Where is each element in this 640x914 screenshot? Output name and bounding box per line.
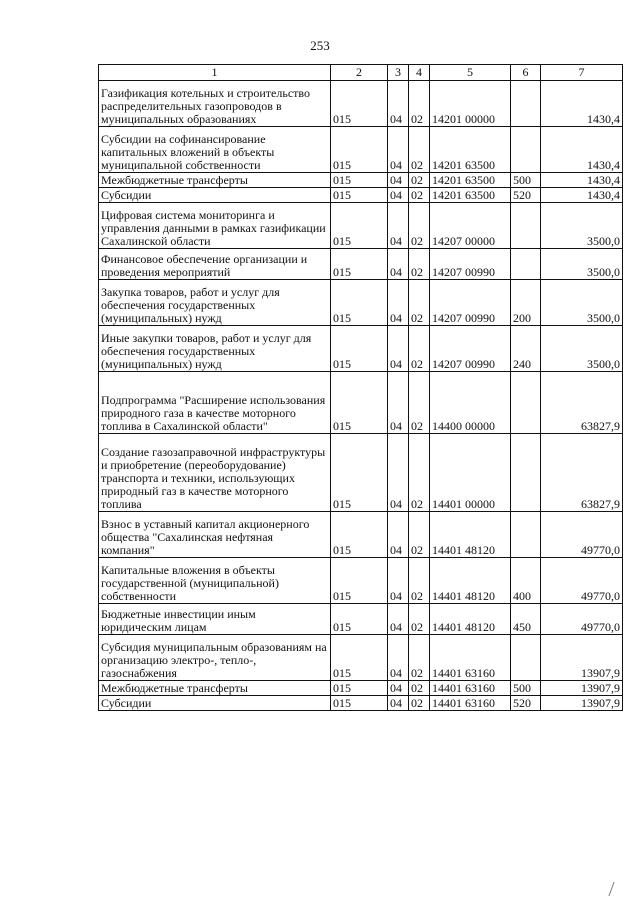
- ved-code: 015: [331, 434, 388, 512]
- expense-type-code: 450: [511, 604, 541, 635]
- target-article-code: 14401 48120: [430, 558, 511, 604]
- target-article-code: 14207 00990: [430, 280, 511, 326]
- target-article-code: 14201 63500: [430, 173, 511, 188]
- table-row: [99, 558, 623, 604]
- expense-type-code: 520: [511, 188, 541, 203]
- amount: 1430,4: [541, 127, 623, 173]
- table-row: [99, 434, 623, 512]
- row-name: Создание газозаправочной инфраструктуры и приобретение (переоборудование) транспорта и техники, использующих природный газ в качестве моторного топлива: [99, 434, 331, 512]
- ved-code: 015: [331, 188, 388, 203]
- amount: 3500,0: [541, 249, 623, 280]
- section-code: 04: [388, 280, 409, 326]
- subsection-code: 02: [409, 280, 430, 326]
- column-header: 5: [430, 65, 511, 81]
- row-name: Взнос в уставный капитал акционерного общества "Сахалинская нефтяная компания": [99, 512, 331, 558]
- target-article-code: 14401 63160: [430, 696, 511, 711]
- amount: 63827,9: [541, 434, 623, 512]
- target-article-code: 14401 48120: [430, 604, 511, 635]
- amount: 3500,0: [541, 203, 623, 249]
- expense-type-code: [511, 512, 541, 558]
- target-article-code: 14201 63500: [430, 188, 511, 203]
- expense-type-code: 400: [511, 558, 541, 604]
- expense-type-code: 500: [511, 681, 541, 696]
- table-row: [99, 512, 623, 558]
- row-name: Субсидия муниципальным образованиям на организацию электро-, тепло-, газоснабжения: [99, 635, 331, 681]
- column-header: 6: [511, 65, 541, 81]
- ved-code: 015: [331, 512, 388, 558]
- section-code: 04: [388, 681, 409, 696]
- section-code: 04: [388, 188, 409, 203]
- section-code: 04: [388, 635, 409, 681]
- section-code: 04: [388, 326, 409, 372]
- target-article-code: 14207 00990: [430, 326, 511, 372]
- target-article-code: 14400 00000: [430, 372, 511, 434]
- section-code: 04: [388, 127, 409, 173]
- target-article-code: 14401 63160: [430, 681, 511, 696]
- subsection-code: 02: [409, 681, 430, 696]
- subsection-code: 02: [409, 558, 430, 604]
- amount: 49770,0: [541, 512, 623, 558]
- table-row: [99, 681, 623, 696]
- expense-type-code: 240: [511, 326, 541, 372]
- amount: 3500,0: [541, 280, 623, 326]
- section-code: 04: [388, 81, 409, 127]
- row-name: Межбюджетные трансферты: [99, 681, 331, 696]
- target-article-code: 14207 00990: [430, 249, 511, 280]
- table-row: [99, 127, 623, 173]
- target-article-code: 14401 00000: [430, 434, 511, 512]
- column-header: 4: [409, 65, 430, 81]
- table-row: [99, 326, 623, 372]
- target-article-code: 14201 00000: [430, 81, 511, 127]
- amount: 13907,9: [541, 681, 623, 696]
- table-row: [99, 173, 623, 188]
- amount: 63827,9: [541, 372, 623, 434]
- subsection-code: 02: [409, 81, 430, 127]
- amount: 3500,0: [541, 326, 623, 372]
- section-code: 04: [388, 512, 409, 558]
- ved-code: 015: [331, 173, 388, 188]
- row-name: Субсидии: [99, 188, 331, 203]
- row-name: Финансовое обеспечение организации и проведения мероприятий: [99, 249, 331, 280]
- column-header: 2: [331, 65, 388, 81]
- target-article-code: 14201 63500: [430, 127, 511, 173]
- row-name: Субсидии: [99, 696, 331, 711]
- expense-type-code: [511, 372, 541, 434]
- ved-code: 015: [331, 280, 388, 326]
- subsection-code: 02: [409, 188, 430, 203]
- amount: 49770,0: [541, 604, 623, 635]
- ved-code: 015: [331, 249, 388, 280]
- ved-code: 015: [331, 127, 388, 173]
- row-name: Капитальные вложения в объекты государственной (муниципальной) собственности: [99, 558, 331, 604]
- ved-code: 015: [331, 604, 388, 635]
- table-row: [99, 81, 623, 127]
- table-row: [99, 203, 623, 249]
- page-number: 253: [310, 38, 330, 53]
- subsection-code: 02: [409, 512, 430, 558]
- column-header: 1: [99, 65, 331, 81]
- subsection-code: 02: [409, 635, 430, 681]
- subsection-code: 02: [409, 696, 430, 711]
- expense-type-code: [511, 635, 541, 681]
- subsection-code: 02: [409, 326, 430, 372]
- subsection-code: 02: [409, 127, 430, 173]
- expense-type-code: 500: [511, 173, 541, 188]
- ved-code: 015: [331, 81, 388, 127]
- target-article-code: 14207 00000: [430, 203, 511, 249]
- table-row: [99, 635, 623, 681]
- ved-code: 015: [331, 558, 388, 604]
- subsection-code: 02: [409, 173, 430, 188]
- amount: 1430,4: [541, 188, 623, 203]
- table-row: [99, 188, 623, 203]
- header-row: [99, 65, 623, 81]
- section-code: 04: [388, 558, 409, 604]
- section-code: 04: [388, 173, 409, 188]
- expense-type-code: [511, 127, 541, 173]
- row-name: Бюджетные инвестиции иным юридическим лицам: [99, 604, 331, 635]
- amount: 49770,0: [541, 558, 623, 604]
- expense-type-code: [511, 434, 541, 512]
- target-article-code: 14401 63160: [430, 635, 511, 681]
- table-row: [99, 696, 623, 711]
- ved-code: 015: [331, 326, 388, 372]
- expense-type-code: [511, 249, 541, 280]
- section-code: 04: [388, 372, 409, 434]
- section-code: 04: [388, 249, 409, 280]
- ved-code: 015: [331, 681, 388, 696]
- budget-table: [98, 64, 623, 711]
- target-article-code: 14401 48120: [430, 512, 511, 558]
- subsection-code: 02: [409, 203, 430, 249]
- section-code: 04: [388, 203, 409, 249]
- row-name: Субсидии на софинансирование капитальных вложений в объекты муниципальной собственности: [99, 127, 331, 173]
- row-name: Газификация котельных и строительство распределительных газопроводов в муниципальных образованиях: [99, 81, 331, 127]
- expense-type-code: 200: [511, 280, 541, 326]
- section-code: 04: [388, 434, 409, 512]
- expense-type-code: 520: [511, 696, 541, 711]
- row-name: Подпрограмма "Расширение использования природного газа в качестве моторного топлива в Сахалинской области": [99, 372, 331, 434]
- section-code: 04: [388, 604, 409, 635]
- row-name: Межбюджетные трансферты: [99, 173, 331, 188]
- table-row: [99, 280, 623, 326]
- subsection-code: 02: [409, 604, 430, 635]
- row-name: Цифровая система мониторинга и управления данными в рамках газификации Сахалинской области: [99, 203, 331, 249]
- expense-type-code: [511, 81, 541, 127]
- ved-code: 015: [331, 203, 388, 249]
- table-row: [99, 604, 623, 635]
- subsection-code: 02: [409, 372, 430, 434]
- subsection-code: 02: [409, 434, 430, 512]
- amount: 13907,9: [541, 635, 623, 681]
- expense-type-code: [511, 203, 541, 249]
- ved-code: 015: [331, 696, 388, 711]
- table-row: [99, 372, 623, 434]
- column-header: 3: [388, 65, 409, 81]
- section-code: 04: [388, 696, 409, 711]
- ved-code: 015: [331, 635, 388, 681]
- row-name: Иные закупки товаров, работ и услуг для обеспечения государственных (муниципальных) нужд: [99, 326, 331, 372]
- ved-code: 015: [331, 372, 388, 434]
- pen-mark: [608, 882, 620, 896]
- amount: 1430,4: [541, 81, 623, 127]
- row-name: Закупка товаров, работ и услуг для обеспечения государственных (муниципальных) нужд: [99, 280, 331, 326]
- amount: 13907,9: [541, 696, 623, 711]
- column-header: 7: [541, 65, 623, 81]
- subsection-code: 02: [409, 249, 430, 280]
- amount: 1430,4: [541, 173, 623, 188]
- table-row: [99, 249, 623, 280]
